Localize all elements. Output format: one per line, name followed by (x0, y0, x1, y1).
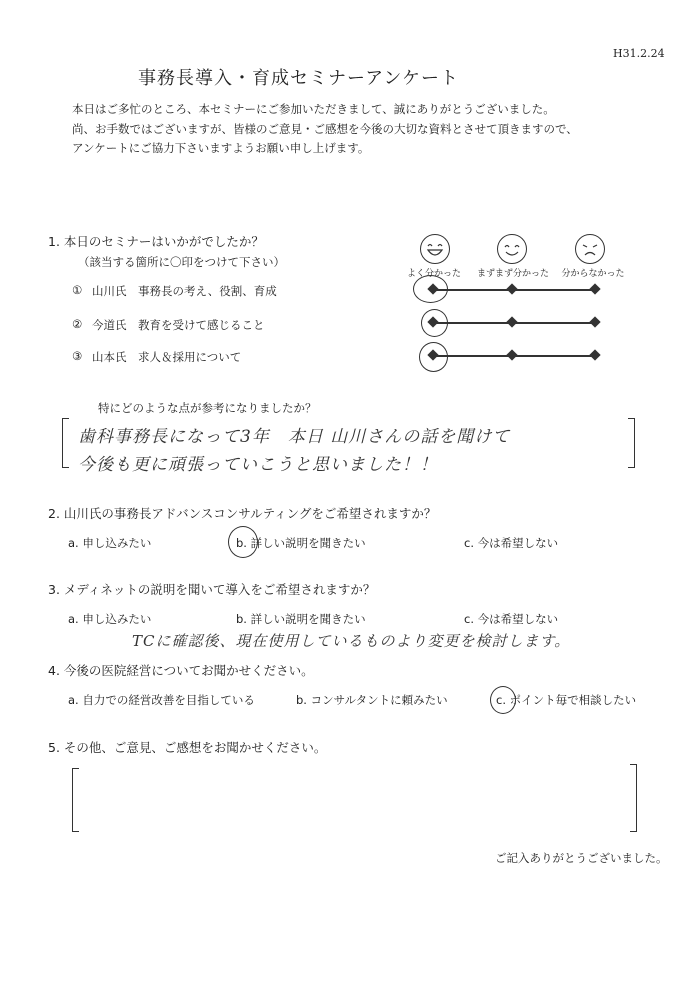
rating-circle-3 (419, 342, 448, 372)
q3-question: 3. メディネットの説明を聞いて導入をご希望されますか？ (48, 582, 376, 597)
laughing-face-icon (420, 234, 450, 264)
q2-option-a[interactable]: a. 申し込みたい (68, 536, 152, 550)
q1-item-3-text: 山本氏 求人＆採用について (92, 350, 242, 364)
q1-question: 1. 本日のセミナーはいかがでしたか？ (48, 234, 264, 249)
answer-bracket-left (62, 418, 69, 468)
q2-question: 2. 山川氏の事務長アドバンスコンサルティングをご希望されますか？ (48, 506, 437, 521)
intro-line-3: アンケートにご協力下さいますようお願い申し上げます。 (72, 141, 370, 155)
q1-item-3-num: ③ (72, 349, 83, 363)
rating-point-1-poor[interactable] (589, 283, 600, 294)
q1-reference-question: 特にどのような点が参考になりましたか？ (98, 401, 317, 415)
q3-option-c[interactable]: c. 今は希望しない (464, 612, 559, 626)
rating-point-3-poor[interactable] (589, 349, 600, 360)
q2-option-b[interactable]: b. 詳しい説明を聞きたい (236, 536, 366, 550)
reference-answer-line-1[interactable]: 歯科事務長になって3年 本日 山川さんの話を聞けて (78, 427, 511, 447)
scale-label-poor: 分からなかった (561, 269, 625, 279)
q1-item-1-num: ① (72, 283, 83, 297)
rating-point-2-fair[interactable] (506, 316, 517, 327)
q5-question: 5. その他、ご意見、ご感想をお聞かせください。 (48, 740, 327, 755)
page-title: 事務長導入・育成セミナーアンケート (138, 68, 460, 89)
comment-bracket-right (630, 764, 637, 832)
q4-option-c[interactable]: c. ポイント毎で相談したい (496, 693, 637, 707)
comment-bracket-left (72, 768, 79, 832)
rating-point-3-fair[interactable] (506, 349, 517, 360)
scale-label-fair: まずまず分かった (477, 269, 550, 279)
smiling-face-icon (497, 234, 527, 264)
rating-circle-1 (413, 275, 448, 303)
q3-handwritten-note[interactable]: TCに確認後、現在使用しているものより変更を検討します。 (132, 632, 571, 650)
q2-selection-circle (228, 526, 258, 558)
q3-option-a[interactable]: a. 申し込みたい (68, 612, 152, 626)
answer-bracket-right (628, 418, 635, 468)
closing-message: ご記入ありがとうございました。 (495, 851, 668, 865)
intro-line-2: 尚、お手数ではございますが、皆様のご意見・ご感想を今後の大切な資料とさせて頂きますので、 (72, 122, 578, 136)
rating-point-2-poor[interactable] (589, 316, 600, 327)
intro-line-1: 本日はご多忙のところ、本セミナーにご参加いただきまして、誠にありがとうございました。 (72, 102, 555, 116)
survey-date: H31.2.24 (613, 47, 665, 60)
q1-item-2-text: 今道氏 教育を受けて感じること (92, 318, 265, 332)
q1-item-1-text: 山川氏 事務長の考え、役割、育成 (92, 284, 277, 298)
q4-selection-circle (490, 686, 516, 714)
q4-question: 4. 今後の医院経営についてお聞かせください。 (48, 663, 314, 678)
q1-item-2-num: ② (72, 317, 83, 331)
reference-answer-line-2[interactable]: 今後も更に頑張っていこうと思いました！！ (78, 455, 438, 475)
frowning-face-icon (575, 234, 605, 264)
rating-circle-2 (421, 309, 448, 337)
q4-option-b[interactable]: b. コンサルタントに頼みたい (296, 693, 448, 707)
q3-option-b[interactable]: b. 詳しい説明を聞きたい (236, 612, 366, 626)
q4-option-a[interactable]: a. 自力での経営改善を目指している (68, 693, 255, 707)
q2-option-c[interactable]: c. 今は希望しない (464, 536, 559, 550)
q1-instruction: （該当する箇所に〇印をつけて下さい） (78, 255, 285, 269)
rating-point-1-fair[interactable] (506, 283, 517, 294)
scale-label-good: よく分かった (406, 269, 461, 279)
